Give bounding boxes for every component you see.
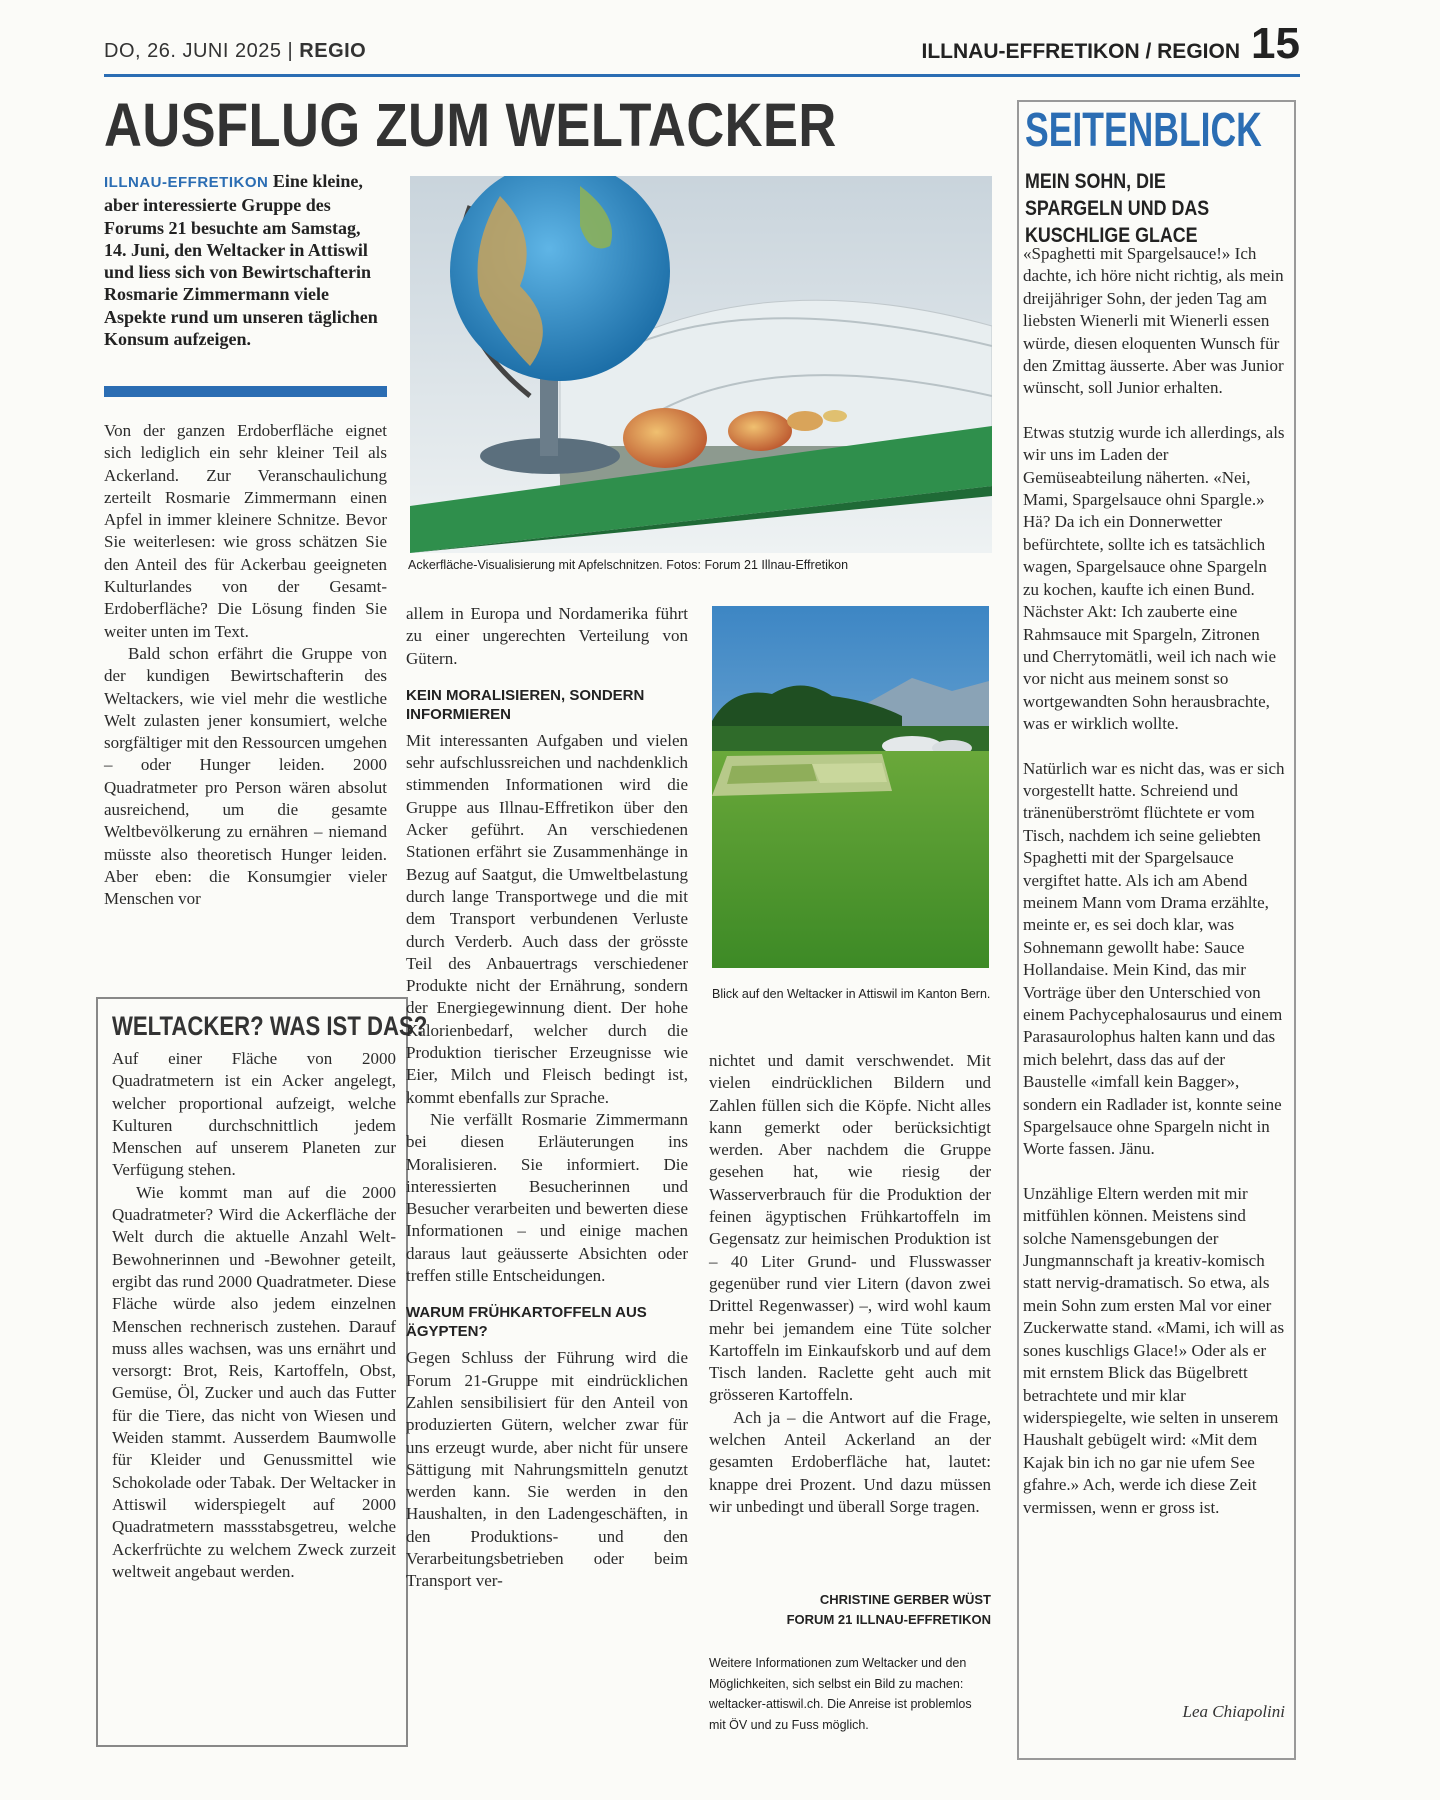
article-column-3: [709, 1050, 991, 1518]
paragraph: Wie kommt man auf die 2000 Quadratmeter? Wird die Ackerfläche der Welt durch die aktuelle Anzahl Welt-Bewohnerinnen und -Bewohner geteilt, ergibt das rund 2000 Quadratmeter. Diese Fläche würde also jedem einzelnen Menschen rechnerisch zustehen. Darauf muss alles wachsen, was uns ernährt und versorgt: Brot, Reis, Kartoffeln, Obst, Gemüse, Öl, Zucker und auch das Futter für die Tiere, das nicht von Wiesen und Weiden stammt. Ausserdem Baumwolle für Kleider und Genussmittel wie Schokolade oder Tabak. Der Weltacker in Attiswil widerspiegelt auf 2000 Quadratmetern massstabsgetreu, welche Ackerfrüchte zu welchem Zweck zurzeit weltweit angebaut werden.: [112, 1182, 396, 1581]
paragraph: Gegen Schluss der Führung wird die Forum 21-Gruppe mit eindrücklichen Zahlen sensibilisiert für den Anteil von produzierten Gütern, welcher zwar für uns erzeugt wurde, aber nicht für unsere Sättigung mit Nahrungsmitteln genutzt werden kann. Sie werden in den Haushalten, in den Ladengeschäften, in den Produktions- und den Verarbeitungsbetrieben oder beim Transport ver-: [406, 1348, 688, 1591]
sidebar-text: [1023, 243, 1285, 1519]
paragraph: Mit interessanten Aufgaben und vielen sehr aufschlussreichen und nachdenklich stimmenden Informationen wird die Gruppe aus Illnau-Effretikon über den Acker geführt. An verschiedenen Stationen erfährt sie Zusammenhänge in Bezug auf Saatgut, die Umweltbelastung durch lange Transportwege und die mit dem Transport verbundenen Verluste durch Verderb. Auch dass der grösste Teil des Anbauertrags verschiedener Produkte nicht der Ernährung, sondern der Energiegewinnung dient. Der hohe Kalorienbedarf, welcher durch die Produktion tierischer Erzeugnisse wie Eier, Milch und Fleisch bedingt ist, kommt ebenfalls zur Sprache.: [406, 730, 688, 1107]
paragraph: Ach ja – die Antwort auf die Frage, welchen Anteil Ackerland an der gesamten Erdoberfläche hat, lautet: knappe drei Prozent. Und dazu müssen wir unbedingt und überall Sorge tragen.: [709, 1407, 991, 1516]
issue-date-line: DO, 26. JUNI 2025 | REGIO: [104, 40, 367, 62]
info-box: [96, 997, 428, 1747]
lead-text: Eine kleine, aber interessierte Gruppe des Forums 21 besuchte am Samstag, 14. Juni, den Weltacker in Attiswil und liess sich von Bewirtschafterin Rosmarie Zimmermann viele Aspekte rund um unseren täglichen Konsum aufzeigen.: [104, 171, 378, 350]
lead-divider-bar: [104, 386, 387, 397]
section-left: REGIO: [299, 40, 367, 62]
paragraph: allem in Europa und Nordamerika führt zu einer ungerechten Verteilung von Gütern.: [406, 604, 688, 668]
paragraph: «Spaghetti mit Spargelsauce!» Ich dachte, ich höre nicht richtig, als mein dreijähriger Sohn, der jeden Tag am liebsten Wienerli mit Wienerli essen würde, diesen eloquenten Wunsch für den Zmittag äusserte. Aber was Junior wünscht, soll Junior erhalten.: [1023, 244, 1284, 398]
photo1-caption: [408, 558, 992, 572]
field-photo-illustration: [712, 606, 989, 968]
section-right: ILLNAU-EFFRETIKON / REGION: [921, 40, 1240, 63]
photo-globe-apple: [410, 176, 992, 553]
article-kicker: ILLNAU-EFFRETIKON: [104, 174, 269, 191]
globe-photo-illustration: [410, 176, 992, 553]
header-rule: [104, 74, 1300, 77]
author-organization: FORUM 21 ILLNAU-EFFRETIKON: [786, 1612, 991, 1627]
paragraph: nichtet und damit verschwendet. Mit vielen eindrücklichen Bildern und Zahlen füllen sich die Köpfe. Nicht alles kann gemerkt oder berücksichtigt werden. Aber nachdem die Gruppe gesehen hat, wie riesig der Wasserverbrauch für die Produktion der feinen ägyptischen Frühkartoffeln im Gegensatz zur heimischen Produktion ist – 40 Liter Grund- und Flusswasser gegenüber rund vier Litern (davon zwei Drittel Regenwasser) –, wird wohl kaum mehr bei jemandem eine Tüte solcher Kartoffeln im Einkaufskorb und auf dem Tisch landen. Raclette geht auch mit grösseren Kartoffeln.: [709, 1051, 991, 1405]
photo-credit: Fotos: Forum 21 Illnau-Effretikon: [666, 558, 849, 572]
author-name: CHRISTINE GERBER WÜST: [819, 1592, 991, 1607]
photo-weltacker-field: [712, 606, 989, 968]
article-headline: AUSFLUG ZUM WELTACKER: [104, 91, 837, 159]
paragraph: Bald schon erfährt die Gruppe von der kundigen Bewirtschafterin des Weltackers, wie viel mehr die westliche Welt zulasten jener konsumiert, welche sorgfältiger mit den Ressourcen umgehen – oder Hunger leiden. 2000 Quadratmeter pro Person wären absolut ausreichend, um die gesamte Weltbevölkerung zu ernähren – niemand müsste also theoretisch Hunger leiden. Aber eben: die Konsumgier vieler Menschen vor: [104, 643, 387, 909]
article-column-1: [104, 420, 387, 911]
subheading: WARUM FRÜHKARTOFFELN AUS ÄGYPTEN?: [406, 1304, 647, 1341]
paragraph: Natürlich war es nicht das, was er sich vorgestellt hatte. Schreiend und tränenüberströmt flüchtete er vom Tisch, nachdem ich seine geliebten Spaghetti mit der Spargelsauce vergiftet hatte. Als ich am Abend meinem Mann vom Drama erzählte, meinte er, es sei doch klar, was Sohnemann gewollt habe: Sauce Hollandaise. Mein Kind, das mir Vorträge über den Unterschied von einem Pachycephalosaurus und einem Parasaurolophus halten kann und das mich belehrt, dass das auf der Baustelle «imfall kein Bagger», sondern ein Radlader ist, konnte seine Spargelsauce ohne Spargeln nicht in Worte fassen. Jänu.: [1023, 758, 1285, 1159]
issue-date: DO, 26. JUNI 2025: [104, 40, 282, 62]
sidebar-title: SEITENBLICK: [1025, 104, 1262, 157]
sidebar-author: Lea Chiapolini: [1182, 1702, 1285, 1721]
info-box-title: WELTACKER? WAS IST DAS?: [112, 1011, 428, 1041]
page-number: 15: [1251, 19, 1300, 68]
more-info-note: Weitere Informationen zum Weltacker und den Möglichkeiten, sich selbst ein Bild zu machen: weltacker-attiswil.ch. Die Anreise ist problemlos mit ÖV und zu Fuss möglich.: [709, 1656, 972, 1732]
paragraph: Etwas stutzig wurde ich allerdings, als wir uns im Laden der Gemüseabteilung näherten. «Nei, Mami, Spargelsauce ohni Spargle.» Hä? Da ich ein Donnerwetter befürchtete, sollte ich es tatsächlich wagen, Spargelsauce ohne Spargeln zu kochen, kaufte ich einen Bund. Nächster Akt: Ich zauberte eine Rahmsauce mit Spargeln, Zitronen und Cherrytomätli, weil ich nach wie vor nicht aus meinem sonst so wortgewandten Sohn herausbrachte, was er wirklich wollte.: [1023, 422, 1285, 734]
paragraph: Unzählige Eltern werden mit mir mitfühlen können. Meistens sind solche Namensgebungen der Jungmannschaft ja kreativ-komisch statt nervig-dramatisch. So etwa, als mein Sohn zum ersten Mal vor einer Zuckerwatte stand. «Mami, ich will as sones kuschligs Glace!» Oder als er mit ernstem Blick das Bügelbrett betrachtete und mir klar widerspiegelte, wie selten in unserem Haushalt gebügelt wird: «Mit dem Kajak bin ich no gar nie ufem See gfahre.» Ach, werde ich diese Zeit vermissen, wenn er gross ist.: [1023, 1183, 1285, 1517]
sidebar-subtitle: MEIN SOHN, DIE SPARGELN UND DAS KUSCHLIGE GLACE: [1025, 170, 1210, 247]
photo1-caption-text: Ackerfläche-Visualisierung mit Apfelschnitzen.: [408, 558, 663, 572]
article-lead: [104, 170, 387, 350]
article-byline: [709, 1590, 991, 1630]
article-column-2: [406, 603, 688, 1593]
paragraph: Von der ganzen Erdoberfläche eignet sich lediglich ein sehr kleiner Teil als Ackerland. Zur Veranschaulichung zerteilt Rosmarie Zimmermann einen Apfel in immer kleinere Schnitze. Bevor Sie weiterlesen: wie gross schätzen Sie den Anteil des für Ackerbau geeigneten Kulturlandes von der Gesamt-Erdoberfläche? Die Lösung finden Sie weiter unten im Text.: [104, 421, 387, 641]
paragraph: Auf einer Fläche von 2000 Quadratmetern ist ein Acker angelegt, welcher proportional aufzeigt, welche Kulturen durchschnittlich jedem Menschen auf unserem Planeten zur Verfügung stehen.: [112, 1049, 396, 1180]
paragraph: Nie verfällt Rosmarie Zimmermann bei diesen Erläuterungen ins Moralisieren. Sie informiert. Die interessierten Besucherinnen und Besucher verarbeiten und bewerten diese Informationen – und einige machen daraus laut geäusserte Absichten oder treffen stille Entscheidungen.: [406, 1109, 688, 1286]
photo2-caption: Blick auf den Weltacker in Attiswil im Kanton Bern.: [712, 987, 991, 1001]
subheading: KEIN MORALISIEREN, SONDERN INFORMIEREN: [406, 686, 645, 723]
